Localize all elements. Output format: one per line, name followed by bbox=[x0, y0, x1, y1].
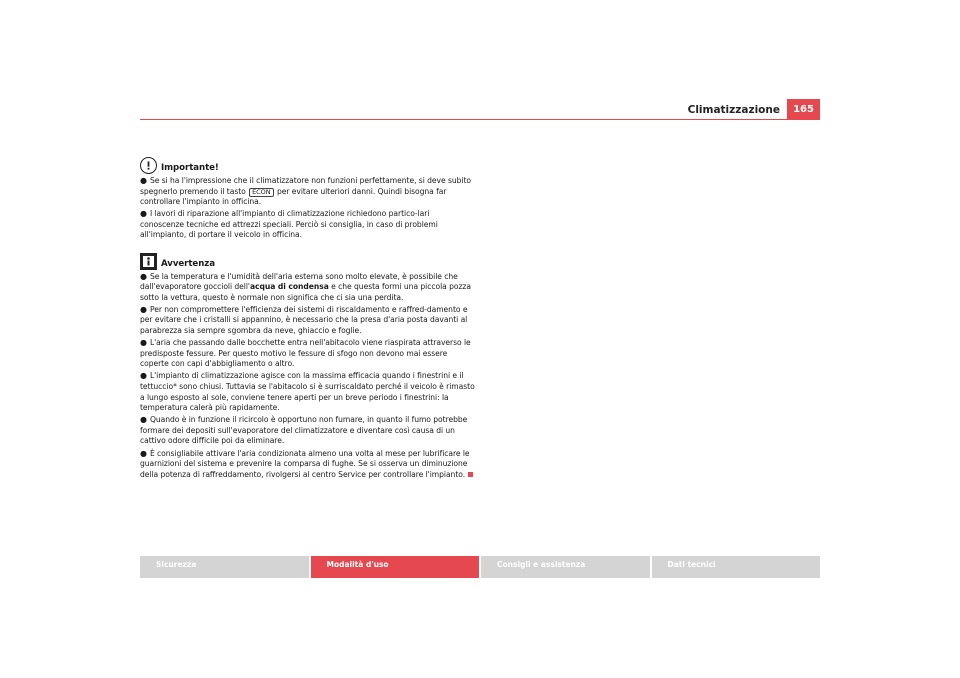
bullet-icon: ● bbox=[140, 271, 147, 281]
note-bullet-2: ● Per non compromettere l'efficienza dei sistemi di riscaldamento e raffred-damento e per evitare che i cristalli si appannino, è necessario che la presa d'aria posta davanti al parabrezza sia sempre sgombra da neve, ghiaccio e foglie. bbox=[140, 304, 468, 336]
header-rule bbox=[140, 119, 820, 120]
note-bullet-1: ● Se la temperatura e l'umidità dell'aria esterna sono molto elevate, è possibile che dall'evaporatore goccioli dell'acqua di condensa e che questa formi una piccola pozza sotto la vettura, questo è normale non significa che ci sia una perdita. bbox=[140, 271, 471, 302]
bullet-icon: ● bbox=[140, 338, 147, 348]
bullet-icon: ● bbox=[140, 209, 147, 219]
page-header-title: Climatizzazione bbox=[687, 104, 780, 116]
page-number: 165 bbox=[787, 99, 820, 120]
page-content bbox=[140, 157, 475, 482]
important-bullet-1: ● Se si ha l'impressione che il climatizzatore non funzioni perfettamente, si deve subito spegnerlo premendo il tasto ECON per evitare ulteriori danni. Quindi bisogna far controllare l'impianto in officina. bbox=[140, 176, 471, 207]
important-title: Importante! bbox=[161, 163, 219, 174]
footer-tab-consigli-assistenza[interactable]: Consigli e assistenza bbox=[481, 556, 650, 578]
footer-tab-dati-tecnici[interactable]: Dati tecnici bbox=[652, 556, 821, 578]
note-heading bbox=[140, 253, 475, 270]
footer-nav bbox=[140, 556, 820, 578]
bullet-icon: ● bbox=[140, 448, 147, 458]
footer-tab-modalita-duso[interactable]: Modalità d'uso bbox=[311, 556, 480, 578]
bullet-icon: ● bbox=[140, 371, 147, 381]
bullet-icon: ● bbox=[140, 304, 147, 314]
bullet-icon: ● bbox=[140, 176, 147, 185]
important-bullet-2: ● I lavori di riparazione all'impianto di climatizzazione richiedono partico-lari conoscenze tecniche ed attrezzi speciali. Perciò si consiglia, in caso di problemi all'impianto, di portare il veicolo in officina. bbox=[140, 209, 438, 240]
note-bullet-5: ● Quando è in funzione il ricircolo è opportuno non fumare, in quanto il fumo potrebbe formare dei depositi sull'evaporatore del climatizzatore e diventare così causa di un cattivo odore difficile poi da eliminare. bbox=[140, 415, 468, 446]
section-end-icon bbox=[468, 472, 473, 477]
note-title: Avvertenza bbox=[161, 258, 215, 269]
info-note-icon bbox=[140, 253, 157, 270]
warning-exclamation-icon bbox=[140, 157, 157, 174]
important-heading bbox=[140, 157, 475, 174]
note-bullet-4: ● L'impianto di climatizzazione agisce con la massima efficacia quando i finestrini e il tettuccio* sono chiusi. Tuttavia se l'abitacolo si è surriscaldato perché il veicolo è rimasto a lungo esposto al sole, conviene tenere aperti per un breve periodo i finestrini: la temperatura calerà più rapidamente. bbox=[140, 371, 475, 413]
note-bullet-3: ● L'aria che passando dalle bocchette entra nell'abitacolo viene riaspirata attraverso le predisposte fessure. Per questo motivo le fessure di sfogo non devono mai essere coperte con capi d'abbigliamento o altro. bbox=[140, 338, 471, 369]
note-bullet-6: ● È consigliabile attivare l'aria condizionata almeno una volta al mese per lubrificare le guarnizioni del sistema e prevenire la comparsa di fughe. Se si osserva un diminuzione della potenza di raffreddamento, rivolgersi al centro Service per controllare l'impianto. bbox=[140, 449, 475, 481]
econ-key-icon: ECON bbox=[249, 188, 273, 198]
bullet-icon: ● bbox=[140, 415, 147, 425]
footer-tab-sicurezza[interactable]: Sicurezza bbox=[140, 556, 309, 578]
